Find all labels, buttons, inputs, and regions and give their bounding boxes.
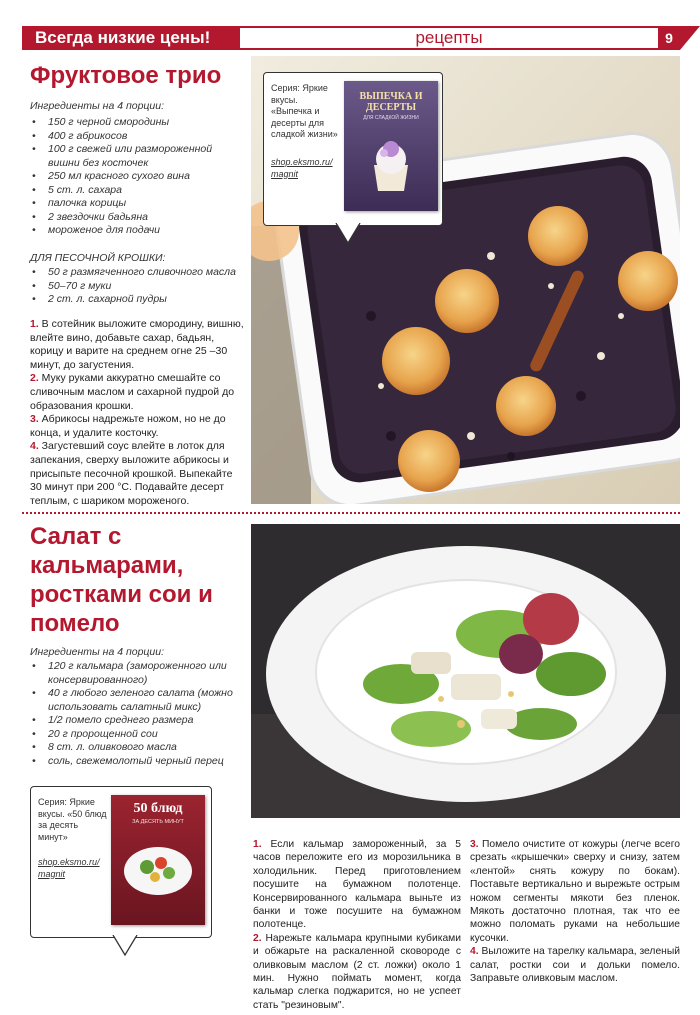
header-section: рецепты [415, 28, 483, 47]
list-item: • соль, свежемолотый черный перец [30, 755, 240, 769]
recipe1-crumble-list [30, 266, 240, 307]
recipe2-title: Салат с кальмарами, ростками сои и помело [30, 523, 213, 637]
recipe2-ingredients-list [30, 660, 240, 768]
recipe2-ingredients-heading: Ингредиенты на 4 порции: [30, 646, 165, 658]
recipe1-book-callout [263, 72, 443, 226]
recipe1-ingredients-heading: Ингредиенты на 4 порции: [30, 100, 165, 112]
recipe2-step [253, 932, 461, 1012]
recipe2-book-cover [111, 795, 205, 925]
step-text: Абрикосы надрежьте ножом, но не до конца, и удалите косточку. [30, 413, 226, 439]
list-item: • 250 мл красного сухого вина [30, 170, 240, 184]
recipe2-book-cover-title: 50 блюд [133, 801, 183, 816]
recipe1-title: Фруктовое трио [30, 62, 222, 89]
section-divider [22, 512, 680, 514]
step-number: 1. [30, 318, 39, 330]
recipe1-step [30, 440, 244, 508]
recipe1-step [30, 318, 244, 372]
list-item: • 1/2 помело среднего размера [30, 714, 240, 728]
list-item: • 2 ст. л. сахарной пудры [30, 293, 240, 307]
header-section-bar [240, 26, 658, 50]
recipe2-steps-column-1 [253, 838, 461, 1012]
recipe2-steps-column-2 [470, 838, 680, 985]
list-item: • мороженое для подачи [30, 224, 240, 238]
recipe1-step [30, 413, 244, 440]
header-corner-decoration [680, 26, 700, 50]
recipe1-step [30, 372, 244, 413]
list-item: • 50 г размягченного сливочного масла [30, 266, 240, 280]
recipe2-photo [251, 524, 680, 818]
recipe1-book-cover-subtitle: ДЛЯ СЛАДКОЙ ЖИЗНИ [363, 115, 419, 121]
list-item: • 120 г кальмара (замороженного или консервированного) [30, 660, 240, 687]
list-item: • 8 ст. л. оливкового масла [30, 741, 240, 755]
step-number: 3. [470, 839, 479, 850]
list-item: • 40 г любого зеленого салата (можно использовать салатный микс) [30, 687, 240, 714]
squid-salad-image [251, 524, 680, 818]
step-number: 1. [253, 839, 262, 850]
recipe1-crumble-heading: ДЛЯ ПЕСОЧНОЙ КРОШКИ: [30, 252, 166, 264]
salad-bowl-icon [121, 839, 195, 899]
list-item: • 2 звездочки бадьяна [30, 211, 240, 225]
callout-pointer [334, 223, 364, 245]
recipe2-book-cover-subtitle: ЗА ДЕСЯТЬ МИНУТ [132, 819, 184, 825]
step-number: 4. [470, 946, 479, 958]
step-text: Выложите на тарелку кальмара, зеленый салат, ростки сои и дольки помело. Заправьте оливковым маслом. [470, 946, 681, 985]
recipe1-book-cover-title: ВЫПЕЧКА И ДЕСЕРТЫ [359, 91, 423, 113]
recipe1-steps [30, 318, 244, 508]
recipe2-step [253, 838, 461, 932]
header-brand-bar [22, 26, 240, 50]
list-item: • 400 г абрикосов [30, 130, 240, 144]
recipe2-step [470, 945, 680, 985]
recipe2-book-callout [30, 786, 212, 938]
recipe2-book-link[interactable]: shop.eksmo.ru/ magnit [38, 857, 100, 879]
step-number: 2. [30, 372, 39, 385]
page-number: 9 [658, 26, 680, 50]
step-number: 2. [253, 932, 262, 944]
list-item: • 5 ст. л. сахара [30, 184, 240, 198]
recipe2-book-caption: Серия: Яркие вкусы. «50 блюд за десять минут» [38, 797, 107, 842]
recipe1-book-caption: Серия: Яркие вкусы. «Выпечка и десерты для сладкой жизни» [271, 83, 338, 139]
list-item: • 50–70 г муки [30, 280, 240, 294]
recipe1-book-cover [344, 81, 438, 211]
step-text: Нарежьте кальмара крупными кубиками и обжарьте на раскаленной сковороде с оливковым маслом (2 ст. ложки) около 1 мин. Нужно поймать момент, когда кальмар слегка поджарится, но не успеет стать "резиновым". [253, 932, 461, 1011]
cupcake-icon [366, 133, 416, 193]
recipe1-book-link[interactable]: shop.eksmo.ru/ magnit [271, 157, 333, 179]
step-text: Помело очистите от кожуры (легче всего срезать «крышечки» сверху и снизу, затем «лентой» снять кожуру по бокам). Поставьте вертикально и вырежьте острым ножом сегменты мякоти без пленок. Мякоть достаточно плотная, так что ее можно поломать руками на небольшие кусочки. [470, 839, 680, 944]
recipe2-step [470, 838, 680, 945]
step-text: В сотейник выложите смородину, вишню, влейте вино, добавьте сахар, бадьян, корицу и варите на среднем огне 25 –30 минут, до загустения. [30, 318, 244, 371]
step-text: Если кальмар замороженный, за 5 часов переложите его из морозильника в холодильник. Перед приготовлением посушите на бумажном полотенце. Консервированного кальмара выньте из банки и тоже посушите на бумажном полотенце. [253, 839, 461, 931]
list-item: • 20 г пророщенной сои [30, 728, 240, 742]
callout-pointer [111, 935, 141, 957]
step-number: 3. [30, 413, 39, 426]
header-brand: Всегда низкие цены! [35, 28, 211, 47]
list-item: • 100 г свежей или размороженной вишни без косточек [30, 143, 240, 170]
step-number: 4. [30, 440, 39, 453]
step-text: Загустевший соус влейте в лоток для запекания, сверху выложите абрикосы и присыпьте песочной крошкой. Выпекайте 30 минут при 200 °C. Подавайте десерт теплым, с шариком мороженого. [30, 440, 233, 507]
recipe1-ingredients-list [30, 116, 240, 238]
list-item: • палочка корицы [30, 197, 240, 211]
list-item: • 150 г черной смородины [30, 116, 240, 130]
step-text: Муку руками аккуратно смешайте со сливочным маслом и сахарной пудрой до образования крошки. [30, 372, 235, 412]
